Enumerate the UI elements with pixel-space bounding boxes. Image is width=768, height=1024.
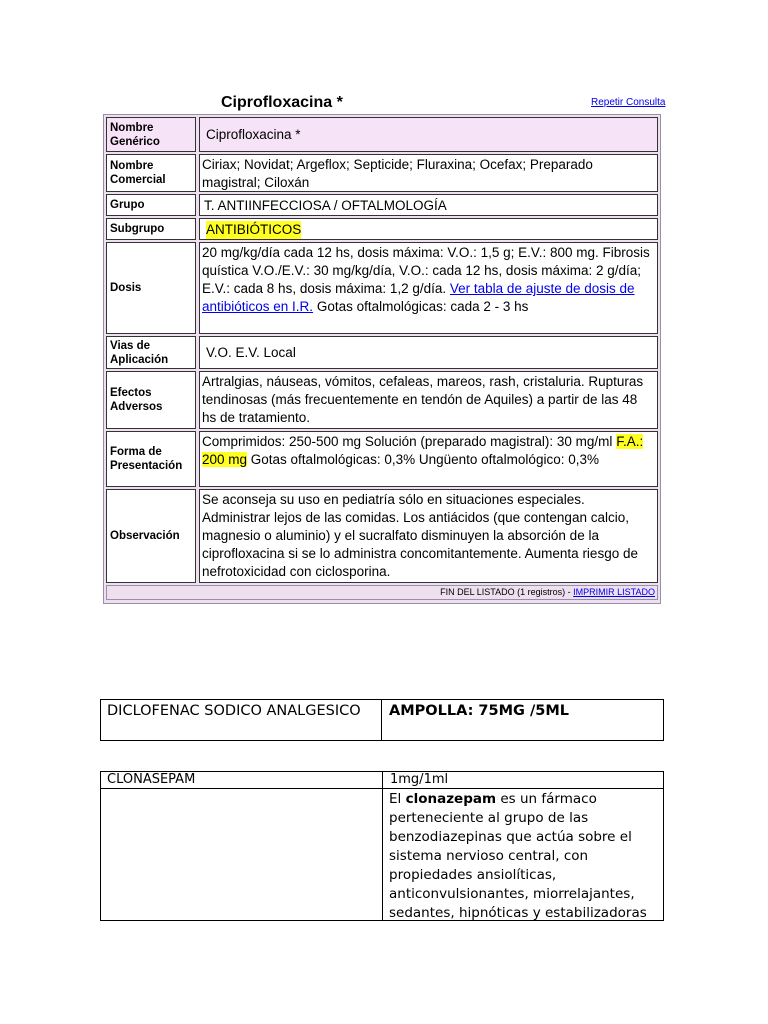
label-presentation: Forma de Presentación (106, 431, 196, 487)
value-group (199, 194, 658, 216)
generic-name-text: Ciprofloxacina * (206, 127, 301, 142)
diclofenac-name: DICLOFENAC SODICO ANALGESICO (101, 700, 382, 740)
value-generic-name (199, 117, 658, 152)
value-observation: Se aconseja su uso en pediatría sólo en situaciones especiales. Administrar lejos de las comidas. Los antiácidos (que contengan calcio, magnesio o aluminio) y el sucralfato disminuyen la absorción de la ciprofloxacina si se lo administra concomitantemente. Aumenta riesgo de nefrotoxicidad con ciclosporina. (199, 489, 658, 583)
desc-text-b: es un fármaco perteneciente al grupo de las benzodiazepinas que actúa sobre el sistema nervioso central, con propiedades ansiolíticas, anticonvulsionantes, miorrelajantes, sedantes, hipnóticas y estabilizadoras (389, 791, 647, 921)
row-observation (106, 489, 658, 583)
value-presentation (199, 431, 658, 487)
column-divider (382, 772, 383, 920)
repeat-query-link[interactable]: Repetir Consulta (591, 97, 666, 108)
clonasepam-description (389, 790, 659, 923)
row-generic-name (106, 117, 658, 152)
drug-table (103, 114, 661, 604)
footer-text: FIN DEL LISTADO (1 registros) - (440, 587, 574, 597)
label-group: Grupo (106, 194, 196, 216)
diclofenac-dose: AMPOLLA: 75MG /5ML (389, 703, 570, 719)
row-route (106, 336, 658, 369)
dose-adjust-link[interactable]: Ver tabla de ajuste de dosis de antibióticos en I.R. (202, 281, 635, 314)
clonasepam-header-row (101, 772, 663, 789)
row-adverse-effects (106, 371, 658, 429)
subgroup-badge: ANTIBIÓTICOS (206, 221, 302, 237)
dosis-text-b: Gotas oftalmológicas: cada 2 - 3 hs (313, 299, 529, 314)
page-title: Ciprofloxacina * (221, 94, 343, 111)
label-adverse-effects: Efectos Adversos (106, 371, 196, 429)
value-adverse-effects: Artralgias, náuseas, vómitos, cefaleas, mareos, rash, cristaluria. Rupturas tendinosas (más frecuentemente en tendón de Aquiles) a partir de las 48 hs de tratamiento. (199, 371, 658, 429)
presentation-text-a: Comprimidos: 250-500 mg Solución (preparado magistral): 30 mg/ml (202, 434, 617, 449)
value-commercial-name: Ciriax; Novidat; Argeflox; Septicide; Fluraxina; Ocefax; Preparado magistral; Ciloxán (199, 154, 658, 192)
presentation-highlight: F.A.: 200 mg (202, 434, 644, 467)
label-commercial-name: Nombre Comercial (106, 154, 196, 192)
label-dosis: Dosis (106, 242, 196, 334)
value-dosis (199, 242, 658, 334)
label-route: Vias de Aplicación (106, 336, 196, 369)
desc-bold: clonazepam (405, 791, 497, 807)
row-presentation (106, 431, 658, 487)
row-dosis (106, 242, 658, 334)
label-subgroup: Subgrupo (106, 218, 196, 240)
desc-text-a: El (389, 791, 406, 807)
diclofenac-table (100, 699, 664, 741)
group-text: T. ANTIINFECCIOSA / OFTALMOLOGÍA (204, 197, 447, 213)
value-route (199, 336, 658, 369)
clonasepam-table (100, 771, 664, 921)
label-observation: Observación (106, 489, 196, 583)
label-generic-name: Nombre Genérico (106, 117, 196, 152)
clonasepam-dose: 1mg/1ml (390, 772, 449, 787)
row-commercial-name (106, 154, 658, 192)
clonasepam-name: CLONASEPAM (107, 772, 196, 787)
dosis-text-a: 20 mg/kg/día cada 12 hs, dosis máxima: V.O.: 1,5 g; E.V.: 800 mg. Fibrosis quística V.O./E.V.: 30 mg/kg/día, V.O.: cada 12 hs, dosis máxima: 2 g/día; E.V.: cada 8 hs, dosis máxima: 1,2 g/día. (202, 245, 650, 296)
list-footer (106, 585, 658, 600)
route-text: V.O. E.V. Local (206, 345, 296, 360)
print-list-link[interactable]: IMPRIMIR LISTADO (573, 587, 655, 597)
value-subgroup (199, 218, 658, 240)
row-group (106, 194, 658, 216)
row-subgroup (106, 218, 658, 240)
presentation-text-b: Gotas oftalmológicas: 0,3% Ungüento oftalmológico: 0,3% (247, 452, 599, 467)
